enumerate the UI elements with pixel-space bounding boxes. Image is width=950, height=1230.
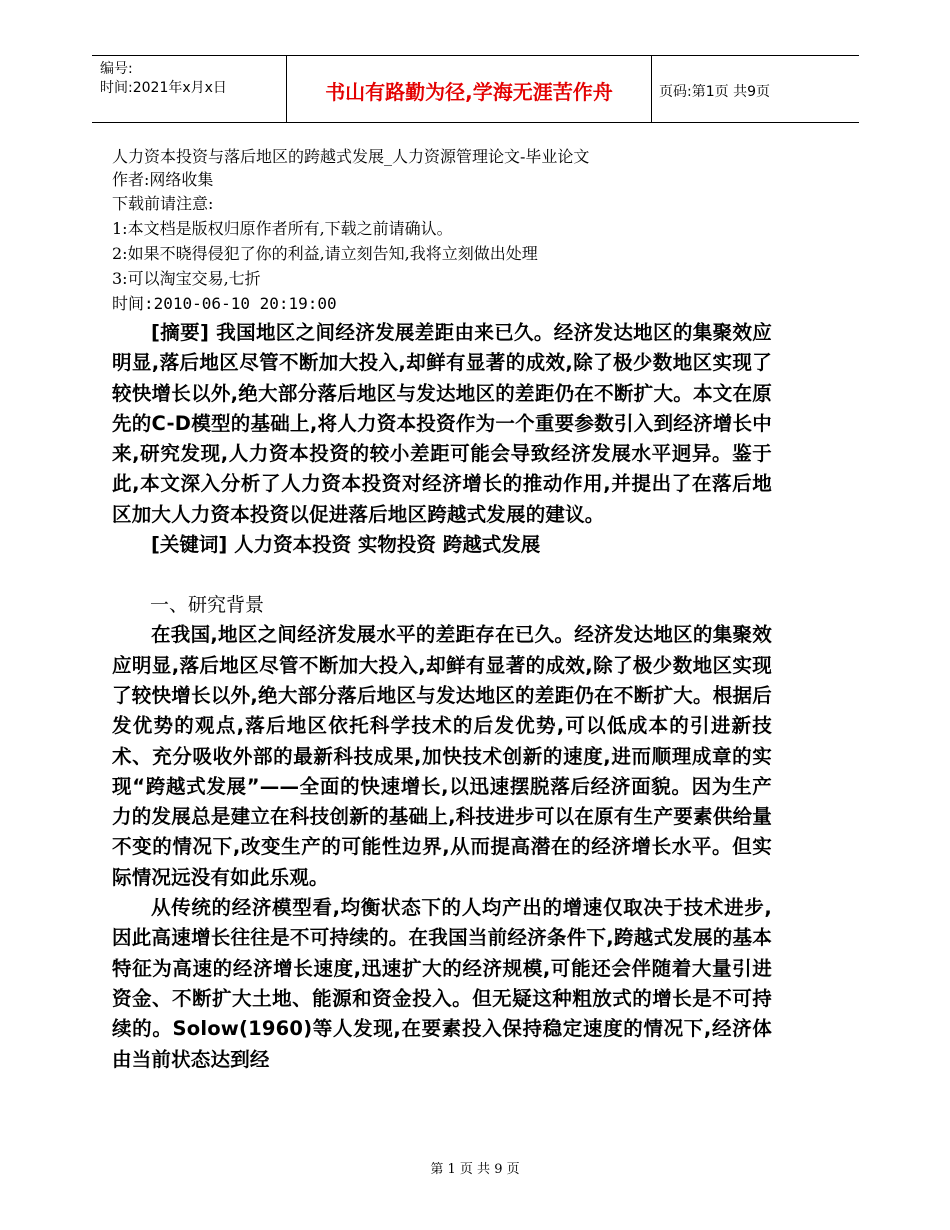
notice-title: 下载前请注意: [112,194,214,213]
header-motto: 书山有路勤为径,学海无涯苦作舟 [325,80,613,104]
header-table [92,55,859,123]
document-time-label: 时间:2021年x月x日 [100,80,227,96]
keywords-line: [关键词] 人力资本投资 实物投资 跨越式发展 [151,533,541,557]
page-footer: 第 1 页 共 9 页 [430,1162,520,1177]
notice-item-2: 2:如果不晓得侵犯了你的利益,请立刻告知,我将立刻做出处理 [112,244,538,263]
section-heading: 一、研究背景 [150,594,265,617]
body-paragraph-2: 从传统的经济模型看,均衡状态下的人均产出的增速仅取决于技术进步,因此高速增长往往是不可持续的。在我国当前经济条件下,跨越式发展的基本特征为高速的经济增长速度,迅速扩大的经济规模,可能还会伴随着大量引进资金、不断扩大土地、能源和资金投入。但无疑这种粗放式的增长是不可持续的。Solow(1960)等人发现,在要素投入保持稳定速度的情况下,经济体由当前状态达到经 [112,896,772,1071]
document-author: 作者:网络收集 [112,170,214,189]
header-info-cell [92,56,286,122]
notice-item-1: 1:本文档是版权归原作者所有,下载之前请确认。 [112,219,453,238]
blank-line [112,560,772,590]
document-number-label: 编号: [100,61,133,77]
header-page-code: 页码:第1页 共9页 [659,84,770,100]
publish-time: 时间:2010-06-10 20:19:00 [112,294,337,313]
notice-item-3: 3:可以淘宝交易,七折 [112,269,261,288]
document-title: 人力资本投资与落后地区的跨越式发展_人力资源管理论文-毕业论文 [112,147,590,166]
abstract-paragraph: [摘要] 我国地区之间经济发展差距由来已久。经济发达地区的集聚效应明显,落后地区尽管不断加大投入,却鲜有显著的成效,除了极少数地区实现了较快增长以外,绝大部分落后地区与发达地区的差距仍在不断扩大。本文在原先的C-D模型的基础上,将人力资本投资作为一个重要参数引入到经济增长中来,研究发现,人力资本投资的较小差距可能会导致经济发展水平迥异。鉴于此,本文深入分析了人力资本投资对经济增长的推动作用,并提出了在落后地区加大人力资本投资以促进落后地区跨越式发展的建议。 [112,321,772,526]
article-body [112,318,772,1075]
header-motto-cell [286,56,652,122]
header-page-cell [651,56,859,122]
body-paragraph-1: 在我国,地区之间经济发展水平的差距存在已久。经济发达地区的集聚效应明显,落后地区尽管不断加大投入,却鲜有显著的成效,除了极少数地区实现了较快增长以外,绝大部分落后地区与发达地区的差距仍在不断扩大。根据后发优势的观点,落后地区依托科学技术的后发优势,可以低成本的引进新技术、充分吸收外部的最新科技成果,加快技术创新的速度,进而顺理成章的实现“跨越式发展”——全面的快速增长,以迅速摆脱落后经济面貌。因为生产力的发展总是建立在科技创新的基础上,科技进步可以在原有生产要素供给量不变的情况下,改变生产的可能性边界,从而提高潜在的经济增长水平。但实际情况远没有如此乐观。 [112,623,772,889]
